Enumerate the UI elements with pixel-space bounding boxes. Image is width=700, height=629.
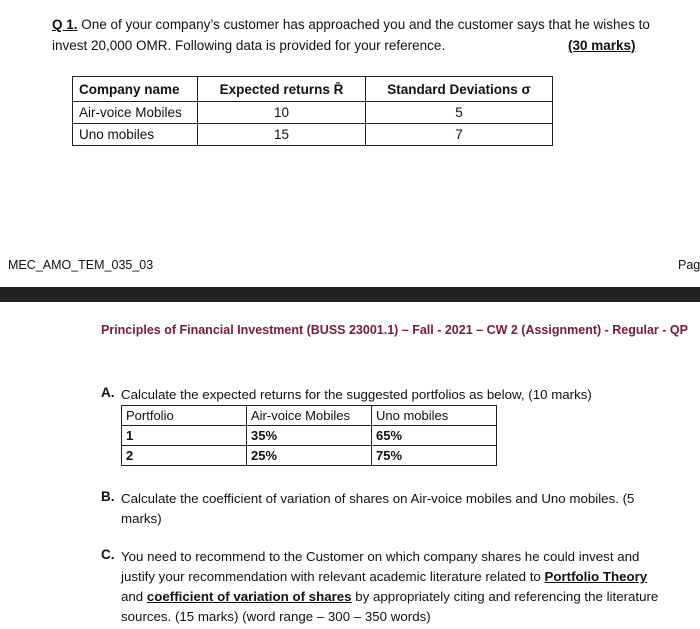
part-b-line1: Calculate the coefficient of variation of shares on Air-voice mobiles and Uno mobiles. (5 bbox=[121, 491, 635, 506]
table-row bbox=[73, 124, 553, 146]
part-c-text bbox=[121, 547, 686, 627]
part-a-letter: A. bbox=[101, 385, 115, 400]
table-header-row bbox=[73, 77, 553, 102]
header-expected-returns: Expected returns R̄ bbox=[198, 77, 366, 102]
part-a-text: Calculate the expected returns for the suggested portfolios as below, (10 marks) bbox=[121, 387, 592, 402]
part-c-line3-end: by appropriately citing and referencing the literature bbox=[351, 589, 659, 604]
cell-portfolio-number: 1 bbox=[122, 426, 247, 446]
table-row bbox=[122, 446, 497, 466]
q1-label: Q 1. bbox=[52, 17, 78, 32]
cell-expected-return: 10 bbox=[198, 102, 366, 124]
header-portfolio: Portfolio bbox=[122, 406, 247, 426]
part-c-line2 bbox=[121, 567, 686, 587]
header-uno: Uno mobiles bbox=[372, 406, 497, 426]
cell-std-dev: 7 bbox=[366, 124, 553, 146]
company-returns-table bbox=[72, 76, 553, 146]
header-air-voice: Air-voice Mobiles bbox=[247, 406, 372, 426]
part-c-line4: sources. (15 marks) (word range – 300 – 350 words) bbox=[121, 609, 431, 624]
cell-air-voice-weight: 35% bbox=[247, 426, 372, 446]
part-b-line2: marks) bbox=[121, 511, 162, 526]
q1-intro-line1 bbox=[52, 17, 650, 32]
coefficient-of-variation-term: coefficient of variation of shares bbox=[146, 589, 352, 604]
part-c-line3 bbox=[121, 587, 686, 607]
q1-marks: (30 marks) bbox=[568, 38, 636, 53]
q1-text-line1: One of your company’s customer has approached you and the customer says that he wishes to bbox=[77, 17, 650, 32]
header-standard-deviations: Standard Deviations σ bbox=[366, 77, 553, 102]
part-c-letter: C. bbox=[101, 547, 115, 562]
part-c-line2-text: justify your recommendation with relevant academic literature related to bbox=[121, 569, 545, 584]
cell-expected-return: 15 bbox=[198, 124, 366, 146]
portfolio-theory-term: Portfolio Theory bbox=[544, 569, 648, 584]
page-label: Pag bbox=[678, 258, 700, 272]
cell-portfolio-number: 2 bbox=[122, 446, 247, 466]
part-b-text bbox=[121, 489, 686, 529]
q1-text-line2: invest 20,000 OMR. Following data is provided for your reference. bbox=[52, 38, 446, 53]
cell-uno-weight: 75% bbox=[372, 446, 497, 466]
cell-company: Air-voice Mobiles bbox=[73, 102, 198, 124]
part-c-line1: You need to recommend to the Customer on which company shares he could invest and bbox=[121, 549, 640, 564]
portfolio-header-row bbox=[122, 406, 497, 426]
cell-company: Uno mobiles bbox=[73, 124, 198, 146]
page-divider bbox=[0, 287, 700, 302]
table-row bbox=[73, 102, 553, 124]
part-b-letter: B. bbox=[101, 489, 115, 504]
table-row bbox=[122, 426, 497, 446]
cell-air-voice-weight: 25% bbox=[247, 446, 372, 466]
q1-intro-line2 bbox=[52, 38, 445, 53]
course-title: Principles of Financial Investment (BUSS 23001.1) – Fall - 2021 – CW 2 (Assignment) - Regular - QP bbox=[101, 323, 688, 337]
cell-std-dev: 5 bbox=[366, 102, 553, 124]
document-code: MEC_AMO_TEM_035_03 bbox=[8, 258, 154, 272]
portfolio-table bbox=[121, 405, 497, 466]
header-company-name: Company name bbox=[73, 77, 198, 102]
part-c-line3-start: and bbox=[121, 589, 147, 604]
cell-uno-weight: 65% bbox=[372, 426, 497, 446]
